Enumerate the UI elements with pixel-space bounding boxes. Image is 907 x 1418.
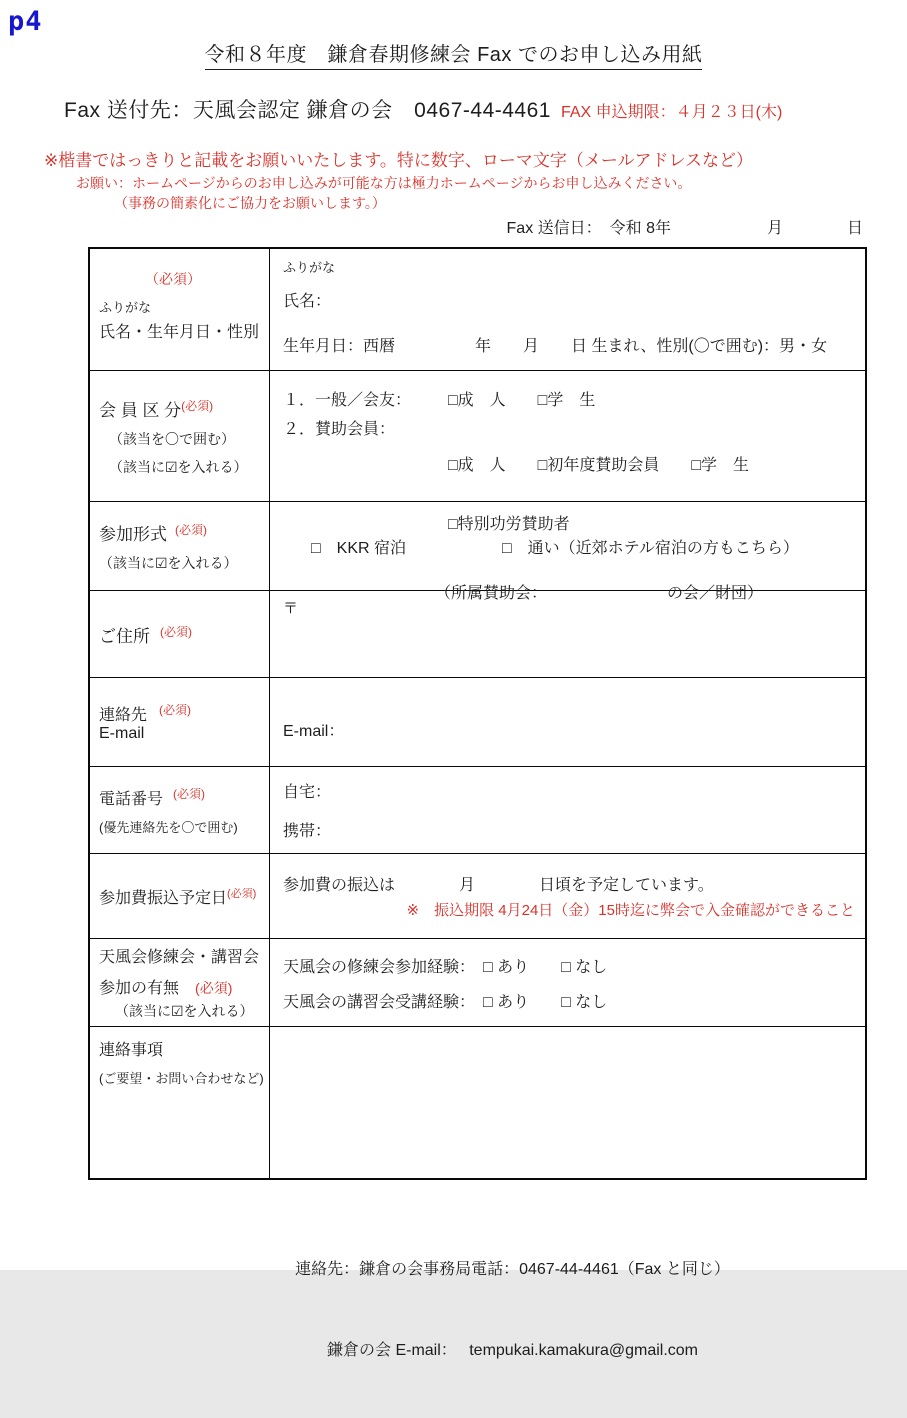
remarks-label-cell bbox=[90, 1027, 270, 1178]
row-payment-date bbox=[90, 853, 865, 938]
membership-option-general bbox=[283, 387, 857, 410]
row-phone bbox=[90, 766, 865, 853]
payment-label: 参加費振込予定日$^{(必須)}$ bbox=[99, 887, 257, 907]
remarks-hint: (ご要望・お問い合わせなど) bbox=[99, 1071, 264, 1086]
contact-label: 連絡先 $^{(必須)}$ bbox=[99, 703, 192, 724]
payment-label-cell bbox=[90, 854, 270, 938]
experience-label-line1: 天風会修練会・講習会 bbox=[99, 949, 260, 966]
participation-field-cell bbox=[270, 502, 865, 590]
phone-home-field: 自宅： bbox=[283, 784, 332, 801]
footer-phone-line: 連絡先：鎌倉の会事務局電話：0467-44-4461（Fax と同じ） bbox=[295, 1261, 730, 1278]
row-name-birth-gender bbox=[90, 249, 865, 370]
note-use-homepage: お願い：ホームページからのお申し込みが可能な方は極力ホームページからお申し込みください。 bbox=[76, 175, 692, 191]
phone-priority-hint: (優先連絡先を〇で囲む) bbox=[99, 819, 238, 835]
fax-destination: Fax 送付先：天風会認定 鎌倉の会 0467-44-4461 bbox=[64, 99, 551, 122]
required-badge: (必須) bbox=[159, 703, 192, 717]
option-supporting-label: ２．賛助会員： bbox=[283, 421, 396, 438]
required-badge: (必須) bbox=[181, 398, 214, 413]
participation-check-hint: （該当に☑を入れる） bbox=[99, 554, 238, 571]
experience-label-line2: 参加の有無 (必須) bbox=[99, 980, 233, 997]
experience-label-cell bbox=[90, 939, 270, 1026]
option-supporting-checkboxes: □成 人 □初年度賛助会員 □学 生 □特別功労賛助者 bbox=[448, 457, 749, 533]
postal-code-mark: 〒 bbox=[283, 600, 299, 617]
phone-label-cell bbox=[90, 767, 270, 853]
name-label-cell bbox=[90, 249, 270, 370]
payment-plan-line: 参加費の振込は 月 日頃を予定しています。 bbox=[283, 877, 714, 894]
name-field-cell bbox=[270, 249, 865, 370]
furigana-caption: ふりがな bbox=[99, 300, 152, 315]
membership-circle-hint: （該当を〇で囲む） bbox=[109, 430, 235, 447]
name-field-label: 氏名： bbox=[283, 293, 332, 310]
address-field-cell bbox=[270, 591, 865, 677]
payment-field-cell bbox=[270, 854, 865, 938]
page-number-label: p4 bbox=[8, 6, 43, 37]
address-label-cell bbox=[90, 591, 270, 677]
training-experience-question: 天風会の修練会参加経験： □ あり □ なし bbox=[283, 958, 608, 976]
footer-email-line: 鎌倉の会 E-mail： tempukai.kamakura@gmail.com bbox=[327, 1342, 698, 1359]
fax-send-date-line: Fax 送信日： 令和 8年 月 日 bbox=[506, 220, 863, 237]
note-write-clearly: ※楷書ではっきりと記載をお願いいたします。特に数字、ローマ文字（メールアドレスなど） bbox=[44, 151, 754, 170]
required-badge: （必須） bbox=[145, 271, 201, 287]
participation-label: 参加形式 $^{(必須)}$ bbox=[99, 522, 207, 544]
required-badge: (必須) bbox=[173, 786, 206, 801]
email-label-cell bbox=[90, 678, 270, 766]
payment-deadline-note: ※ 振込期限 4月24日（金）15時迄に弊会で入金確認ができること bbox=[406, 902, 855, 919]
row-address bbox=[90, 590, 865, 677]
email-field-label: E-mail： bbox=[283, 722, 345, 740]
phone-label: 電話番号 $^{(必須)}$ bbox=[99, 786, 206, 808]
fax-destination-line bbox=[64, 94, 782, 124]
note-simplify-office-work: （事務の簡素化にご協力をお願いします。） bbox=[114, 195, 386, 211]
phone-mobile-field: 携帯： bbox=[283, 823, 332, 840]
row-experience bbox=[90, 938, 865, 1026]
required-badge: (必須) bbox=[195, 980, 233, 996]
participation-choices: □ KKR 宿泊 □ 通い（近郊ホテル宿泊の方もこちら） bbox=[311, 539, 799, 557]
remarks-field-cell bbox=[270, 1027, 865, 1178]
row-email bbox=[90, 677, 865, 766]
email-label: E-mail bbox=[99, 725, 145, 742]
row-remarks bbox=[90, 1026, 865, 1178]
form-title: 令和８年度 鎌倉春期修練会 Fax でのお申し込み用紙 bbox=[205, 38, 703, 70]
affiliation-field: （所属賛助会： の会／財団） bbox=[435, 585, 764, 602]
required-badge: (必須) bbox=[227, 887, 257, 900]
required-badge: (必須) bbox=[160, 624, 192, 639]
title-row bbox=[0, 38, 907, 70]
row-participation-style bbox=[90, 501, 865, 590]
experience-check-hint: （該当に☑を入れる） bbox=[115, 1003, 254, 1019]
furigana-field-label: ふりがな bbox=[283, 260, 336, 275]
option-general-checkboxes: □成 人 □学 生 bbox=[448, 392, 596, 409]
birthdate-gender-field: 生年月日：西暦 年 月 日 生まれ、性別(〇で囲む)：男・女 bbox=[283, 338, 828, 355]
membership-check-hint: （該当に☑を入れる） bbox=[109, 458, 248, 475]
application-form-table bbox=[88, 247, 867, 1180]
phone-field-cell bbox=[270, 767, 865, 853]
option-special-merit-checkbox: □特別功労賛助者 bbox=[448, 516, 570, 533]
membership-label: 会 員 区 分$^{(必須)}$ bbox=[99, 398, 214, 420]
membership-label-cell bbox=[90, 371, 270, 501]
seminar-experience-question: 天風会の講習会受講経験： □ あり □ なし bbox=[283, 993, 608, 1011]
participation-label-cell bbox=[90, 502, 270, 590]
required-badge: (必須) bbox=[175, 522, 207, 537]
footer-contact bbox=[0, 1202, 907, 1418]
remarks-label: 連絡事項 bbox=[99, 1042, 164, 1059]
address-label: ご住所 $^{(必須)}$ bbox=[99, 624, 192, 646]
fax-application-deadline: FAX 申込期限：４月２３日(木) bbox=[560, 104, 783, 121]
name-birth-gender-label: 氏名・生年月日・性別 bbox=[99, 324, 260, 341]
experience-field-cell bbox=[270, 939, 865, 1026]
email-field-cell bbox=[270, 678, 865, 766]
option-general-label: １．一般／会友： bbox=[283, 392, 412, 409]
